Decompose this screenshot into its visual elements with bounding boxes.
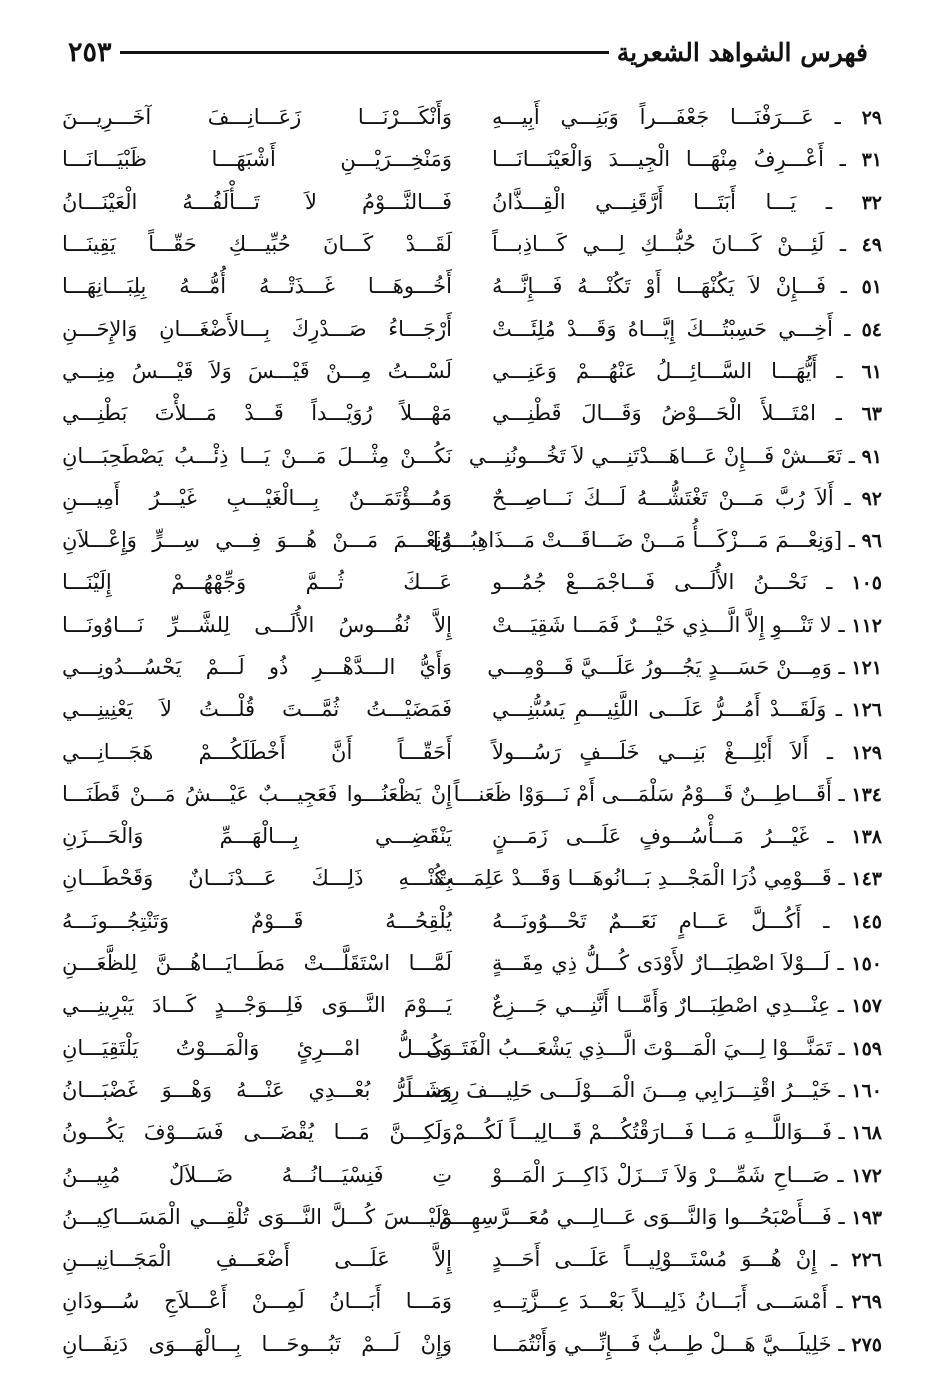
- first-hemistich-text: نَحْـــنُ الأُلَـــى فَـــاجْمَـــعْ جُمُـــو: [492, 570, 808, 595]
- page-reference: ١٢١: [851, 657, 882, 679]
- second-hemistich: وَأَنْكَـــرْنَـــا زَعَـــانِـــفَ آخَـــرِيـــنَ: [62, 105, 452, 130]
- first-hemistich: [492, 190, 882, 214]
- entry-dash: ـ: [827, 1289, 852, 1314]
- first-hemistich: [492, 401, 882, 425]
- first-hemistich-text: صَـــاحِ شَمِّـــرْ وَلاَ تَـــزَلْ ذَاكِـــرَ الْمَـــوْ: [492, 1162, 830, 1187]
- verse-entry: [62, 1069, 882, 1111]
- second-hemistich: يُلْقِحُـــهُ قَـــوْمٌ وَتَنْتِجُـــونَـــهُ: [62, 908, 452, 933]
- second-hemistich: تِ فَنِسْيَـــانُـــهُ ضَـــلاَلٌ مُبِيـــنُ: [62, 1162, 452, 1187]
- page-reference: ٦٣: [861, 403, 882, 426]
- page-reference: ١٤٣: [851, 868, 882, 891]
- verse-entry: [62, 350, 882, 392]
- entry-dash: ـ: [824, 232, 862, 257]
- verse-entry: [62, 730, 882, 772]
- entry-dash: ـ: [832, 316, 862, 341]
- first-hemistich: [492, 613, 882, 637]
- header-rule: [120, 51, 609, 54]
- verse-entry: [62, 688, 882, 730]
- page-reference: ٣٢: [861, 191, 882, 214]
- second-hemistich: لَقَـــدْ كَـــانَ حُبِّيـــكِ حَقّـــاً يَقِينَـــا: [62, 232, 452, 257]
- first-hemistich: [492, 147, 882, 171]
- verse-entry: [62, 96, 882, 138]
- page-reference: ١٦٠: [851, 1079, 882, 1102]
- second-hemistich: فَمَضَيْـــتُ ثُمَّـــتَ قُلْـــتُ لاَ يَعْنِينِـــي: [62, 697, 452, 722]
- first-hemistich: [492, 570, 882, 594]
- first-hemistich: [492, 1289, 882, 1313]
- first-hemistich-text: أَقَـــاطِـــنٌ قَـــوْمُ سَلْمَـــى أَمْ نَـــوَوْا ظَعَنـــاً: [453, 781, 832, 806]
- first-hemistich-text: خَلِيلَـــيَّ هَـــلْ طِـــبٌّ فَـــإِنِّـــي وَأَنْتُمَـــا: [492, 1331, 832, 1356]
- entry-dash: ـ: [833, 485, 862, 510]
- first-hemistich: [492, 909, 882, 933]
- verse-entry: [62, 307, 882, 349]
- first-hemistich: [492, 951, 882, 975]
- verse-entry: [62, 604, 882, 646]
- first-hemistich-text: يَـــا أَبَتَـــا أَرَّقَنِـــي الْقِـــذَّانُ: [492, 189, 797, 214]
- second-hemistich: وَمَنْخِـــرَيْـــنِ أَشْبَهَـــا ظَبْيَـــانَـــا: [62, 147, 452, 172]
- page-number: ٢٥٣: [68, 36, 112, 68]
- entry-dash: ـ: [823, 147, 862, 172]
- second-hemistich: فَـــالنَّـــوْمُ لاَ تَـــأْلَفُـــهُ الْعَيْنَـــانُ: [62, 189, 452, 214]
- page-reference: ١٣٤: [851, 783, 882, 806]
- page-title: فهرس الشواهد الشعرية: [616, 37, 868, 67]
- second-hemistich: وَشَـــرُّ بُعْـــدِي عَنْـــهُ وَهْـــوَ غَضْبَـــانُ: [62, 1077, 452, 1102]
- page-reference: ١٢٦: [851, 699, 882, 722]
- second-hemistich: عَـــكَ ثُـــمَّ وَجِّهْهُـــمْ إِلَيْنَـــا: [62, 570, 452, 595]
- first-hemistich-text: عِنْـــدِي اصْطِبَـــارٌ وَأَمَّـــا أَنَّنِـــي جَـــزِعٌ: [492, 993, 831, 1018]
- second-hemistich: مَهْـــلاً رُوَيْـــداً قَـــدْ مَـــلأْتَ بَطْنِـــي: [62, 401, 452, 426]
- first-hemistich-text: أَمْسَـــى أَبَـــانُ ذَلِيـــلاً بَعْـــدَ عِـــزَّتِـــهِ: [492, 1289, 828, 1314]
- second-hemistich: أَحَقّـــاً أَنَّ أَخْطَلَكُـــمْ هَجَـــانِـــي: [62, 739, 452, 764]
- first-hemistich: [487, 655, 882, 679]
- entry-dash: ـ: [813, 105, 862, 130]
- page-reference: ٥١: [861, 276, 882, 299]
- entry-dash: ـ: [826, 274, 862, 299]
- page-reference: ٤٩: [861, 234, 882, 257]
- first-hemistich: [492, 1332, 882, 1356]
- first-hemistich: [406, 1077, 882, 1102]
- second-hemistich: وَأَيُّ الـــدَّهْـــرِ ذُو لَـــمْ يَحْسُـــدُونِـــي: [62, 655, 452, 679]
- entry-dash: ـ: [808, 739, 852, 764]
- first-hemistich-text: أَلاَ أَبْلِـــغْ بَنِـــي خَلَـــفٍ رَسُـــولاً: [492, 739, 809, 764]
- first-hemistich: [433, 528, 882, 553]
- entry-dash: ـ: [831, 655, 852, 679]
- page-reference: ٩١: [861, 445, 882, 468]
- first-hemistich-text: أَكُـــلَّ عَـــامٍ نَعَـــمٌ تَحْـــوُونَـــهُ: [492, 908, 802, 933]
- first-hemistich: [426, 1035, 882, 1060]
- first-hemistich-text: وَمِـــنْ حَسَـــدٍ يَجُـــورُ عَلَـــيَّ قَـــوْمِـــي: [487, 655, 832, 679]
- first-hemistich-text: [وَنِعْـــمَ مَـــزْكَـــأُ مَـــنْ ضَـــاقَـــتْ مَـــذَاهِبُـــهُ]: [433, 528, 843, 553]
- page-reference: ٣١: [861, 149, 882, 172]
- first-hemistich: [492, 1247, 882, 1271]
- page-reference: ١٢٩: [851, 741, 882, 764]
- page-reference: ٦١: [861, 360, 882, 383]
- first-hemistich: [492, 824, 882, 848]
- entry-dash: ـ: [829, 951, 852, 976]
- verse-entry: [62, 1111, 882, 1153]
- second-hemistich: لَمَّـــا اسْتَقَلَّـــتْ مَطَـــايَـــاهُـــنَّ لِلظَّعَـــنِ: [62, 951, 452, 976]
- entry-dash: ـ: [826, 697, 852, 722]
- first-hemistich-text: أَخِـــي حَسِبْتُـــكَ إِيَّـــاهُ وَقَـــدْ مُلِئَـــتْ: [492, 316, 833, 341]
- first-hemistich: [438, 1204, 882, 1229]
- entry-dash: ـ: [842, 528, 862, 553]
- first-hemistich: [492, 697, 882, 721]
- verse-entry: [62, 942, 882, 984]
- first-hemistich: [492, 274, 882, 298]
- second-hemistich: إِلاَّ عَلَـــى أَضْعَـــفِ الْمَجَـــانِيـــنِ: [62, 1247, 452, 1272]
- verse-entry: [62, 265, 882, 307]
- first-hemistich-text: خَيْـــرُ اقْتِـــرَابِي مِـــنَ الْمَـــوْلَـــى حَلِيـــفَ رِضـــاً: [406, 1077, 832, 1102]
- verse-entry: [62, 1323, 882, 1365]
- verse-entry: [62, 900, 882, 942]
- verse-entry: [62, 561, 882, 603]
- second-hemistich: وَلَكِـــنَّ مَـــا يُقْضَـــى فَسَـــوْفَ يَكُـــونُ: [62, 1120, 452, 1145]
- verse-entry: [62, 223, 882, 265]
- second-hemistich: بِكُنْـــهِ ذَلِـــكَ عَـــدْنَـــانٌ وَقَحْطَـــانِ: [62, 866, 452, 891]
- page-reference: ٩٢: [861, 487, 882, 510]
- first-hemistich: [452, 1120, 882, 1145]
- first-hemistich: [492, 993, 882, 1017]
- page-reference: ١٤٥: [851, 910, 882, 933]
- first-hemistich: [468, 443, 882, 468]
- first-hemistich: [492, 740, 882, 764]
- entry-dash: ـ: [830, 993, 852, 1018]
- verse-entry: [62, 773, 882, 815]
- verse-entry: [62, 815, 882, 857]
- verse-entry: [62, 1238, 882, 1280]
- page-reference: ١٩٣: [851, 1206, 882, 1229]
- page-header: [68, 32, 868, 72]
- first-hemistich-text: أَلاَ رُبَّ مَـــنْ تَغْتَشُّـــهُ لَـــكَ نَـــاصِـــحٌ: [492, 485, 834, 510]
- verse-entry: [62, 984, 882, 1026]
- page-reference: ٢٦٩: [851, 1291, 882, 1314]
- entry-dash: ـ: [829, 1162, 852, 1187]
- entry-dash: ـ: [831, 781, 852, 806]
- verse-entry: [62, 392, 882, 434]
- second-hemistich: إِنْ يَظْعَنُـــوا فَعَجِيـــبٌ عَيْـــشُ مَـــنْ قَطَنَـــا: [62, 781, 452, 806]
- entry-dash: ـ: [831, 1035, 852, 1060]
- first-hemistich-text: وَلَقَـــدْ أَمُـــرُّ عَلَـــى اللَّئِيـــمِ يَسُبُّنِـــي: [492, 697, 827, 722]
- entry-dash: ـ: [815, 401, 862, 426]
- first-hemistich: [492, 486, 882, 510]
- first-hemistich-text: لَـــوْلاَ اصْطِبَـــارٌ لأَوْدَى كُـــلُّ ذِي مِقَـــةٍ: [492, 951, 830, 976]
- entry-dash: ـ: [831, 866, 852, 891]
- second-hemistich: يَـــوْمَ النَّـــوَى فَلِـــوَجْـــدٍ كَـــادَ يَبْرِينِـــي: [62, 993, 452, 1018]
- second-hemistich: إِلاَّ نُفُـــوسُ الأُلَـــى لِلشَّـــرِّ نَـــاوُونَـــا: [62, 612, 452, 637]
- verse-entry: [62, 181, 882, 223]
- first-hemistich-text: فَـــوَاللَّـــهِ مَـــا فَـــارَقْتُكُـــمْ قَـــالِيـــاً لَكُـــمْ: [452, 1120, 832, 1145]
- verse-entry: [62, 477, 882, 519]
- first-hemistich-text: لا تَنْـــوِ إِلاَّ الَّـــذِي خَيْـــرٌ فَمَـــا شَقِيَـــتْ: [492, 612, 832, 637]
- verse-entry: [62, 857, 882, 899]
- first-hemistich: [492, 105, 882, 129]
- first-hemistich: [492, 359, 882, 383]
- second-hemistich: أَرْجَـــاءُ صَـــدْرِكَ بِـــالأَضْغَـــانِ وَالإِحَـــنِ: [62, 316, 452, 341]
- second-hemistich: وَكُـــلُّ امْـــرِئٍ وَالْمَـــوْتُ يَلْتَقِيَـــانِ: [62, 1035, 452, 1060]
- first-hemistich-text: عَـــرَفْنَـــا جَعْفَـــراً وَبَنِـــي أَبِيـــهِ: [492, 105, 814, 130]
- page-reference: ٢٧٥: [851, 1333, 882, 1356]
- verse-index-list: [62, 96, 882, 1365]
- second-hemistich: وَنِعْـــمَ مَـــنْ هُـــوَ فِـــي سِـــرٍّ وَإِعْـــلاَنِ: [62, 528, 452, 553]
- second-hemistich: وَإِنْ لَـــمْ تَبُـــوحَـــا بِـــالْهَـــوَى دَنِفَـــانِ: [62, 1331, 452, 1356]
- first-hemistich-text: تَمَنَّـــوْا لِـــيَ الْمَـــوْتَ الَّـــذِي يَشْعَـــبُ الْفَتَـــى: [426, 1035, 832, 1060]
- first-hemistich: [492, 317, 882, 341]
- entry-dash: ـ: [831, 1077, 852, 1102]
- page-reference: ١٥٩: [851, 1037, 882, 1060]
- verse-entry: [62, 1153, 882, 1195]
- page-reference: ١٥٧: [851, 995, 882, 1018]
- first-hemistich: [492, 1163, 882, 1187]
- first-hemistich-text: لَئِـــنْ كَـــانَ حُبُّـــكِ لِـــي كَـــاذِبـــاً: [492, 232, 825, 257]
- page-reference: ١٥٠: [851, 953, 882, 976]
- second-hemistich: أَخُـــوهَـــا غَـــذَتْـــهُ أُمُّـــهُ بِلِبَـــانِهَـــا: [62, 274, 452, 299]
- first-hemistich: [433, 866, 882, 891]
- page-reference: ٩٦: [861, 530, 882, 553]
- verse-entry: [62, 1280, 882, 1322]
- second-hemistich: وَمَـــا أَبَـــانُ لَمِـــنْ أَعْـــلاَجِ سُـــودَانِ: [62, 1289, 452, 1314]
- second-hemistich: يَنْقَضِـــي بِـــالْهَـــمِّ وَالْحَـــزَنِ: [62, 824, 452, 849]
- page-reference: ١٠٥: [851, 572, 882, 595]
- verse-entry: [62, 646, 882, 688]
- second-hemistich: وَلَيْـــسَ كُـــلَّ النَّـــوَى تُلْقِـــي الْمَسَـــاكِيـــنُ: [62, 1204, 452, 1229]
- first-hemistich-text: قَـــوْمِي ذُرَا الْمَجْـــدِ بَـــانُوهَـــا وَقَـــدْ عَلِمَـــتْ: [433, 866, 832, 891]
- second-hemistich: وَمُـــؤْتَمَـــنٌ بِـــالْغَيْـــبِ غَيْـــرُ أَمِيـــنِ: [62, 485, 452, 510]
- entry-dash: ـ: [807, 570, 852, 595]
- first-hemistich: [492, 232, 882, 256]
- first-hemistich-text: أَيُّهَـــا السَّـــائِـــلُ عَنْهُـــمْ وَعَنِـــي: [492, 358, 818, 383]
- first-hemistich-text: تَعَـــشْ فَـــإِنْ عَـــاهَـــدْتَنِـــي لاَ تَخُـــونُنِـــي: [468, 443, 843, 468]
- entry-dash: ـ: [796, 189, 862, 214]
- entry-dash: ـ: [817, 358, 862, 383]
- entry-dash: ـ: [809, 824, 852, 849]
- entry-dash: ـ: [831, 1120, 852, 1145]
- verse-entry: [62, 434, 882, 476]
- first-hemistich-text: فَـــإِنْ لاَ يَكُنْهَـــا أَوْ تَكُنْـــهُ فَـــإِنَّـــهُ: [492, 274, 827, 299]
- first-hemistich-text: أَعْـــرِفُ مِنْهَـــا الْجِيـــدَ وَالْعَيْنَـــانَـــا: [492, 147, 824, 172]
- second-hemistich: نَكُـــنْ مِثْـــلَ مَـــنْ يَـــا ذِئْـــبُ يَصْطَحِبَـــانِ: [62, 443, 452, 468]
- first-hemistich-text: غَيْـــرُ مَـــأْسُـــوفٍ عَلَـــى زَمَـــنٍ: [492, 824, 810, 849]
- page-reference: ١٣٨: [851, 826, 882, 849]
- verse-entry: [62, 138, 882, 180]
- page-reference: ٢٩: [861, 107, 882, 130]
- page-reference: ١١٢: [851, 614, 882, 637]
- verse-entry: [62, 1196, 882, 1238]
- entry-dash: ـ: [831, 1331, 852, 1356]
- page-reference: ٢٢٦: [851, 1249, 882, 1272]
- page-reference: ١٦٨: [851, 1122, 882, 1145]
- entry-dash: ـ: [842, 443, 862, 468]
- first-hemistich-text: فَـــأَصْبَحُـــوا وَالنَّـــوَى عَـــالِـــي مُعَـــرَّسِهِـــمْ: [438, 1204, 832, 1229]
- page-reference: ١٧٢: [851, 1164, 882, 1187]
- first-hemistich-text: امْتَـــلأَ الْحَـــوْضُ وَقَـــالَ قَطْنِـــي: [492, 401, 816, 426]
- first-hemistich-text: إِنْ هُـــوَ مُسْتَـــوْلِيـــاً عَلَـــى أَحَـــدٍ: [492, 1247, 818, 1272]
- verse-entry: [62, 1027, 882, 1069]
- second-hemistich: لَسْـــتُ مِـــنْ قَيْـــسَ وَلاَ قَيْـــسُ مِنِـــي: [62, 358, 452, 383]
- entry-dash: ـ: [831, 612, 852, 637]
- first-hemistich: [453, 781, 882, 806]
- verse-entry: [62, 519, 882, 561]
- entry-dash: ـ: [817, 1247, 852, 1272]
- entry-dash: ـ: [831, 1204, 852, 1229]
- page-reference: ٥٤: [861, 318, 882, 341]
- entry-dash: ـ: [801, 908, 852, 933]
